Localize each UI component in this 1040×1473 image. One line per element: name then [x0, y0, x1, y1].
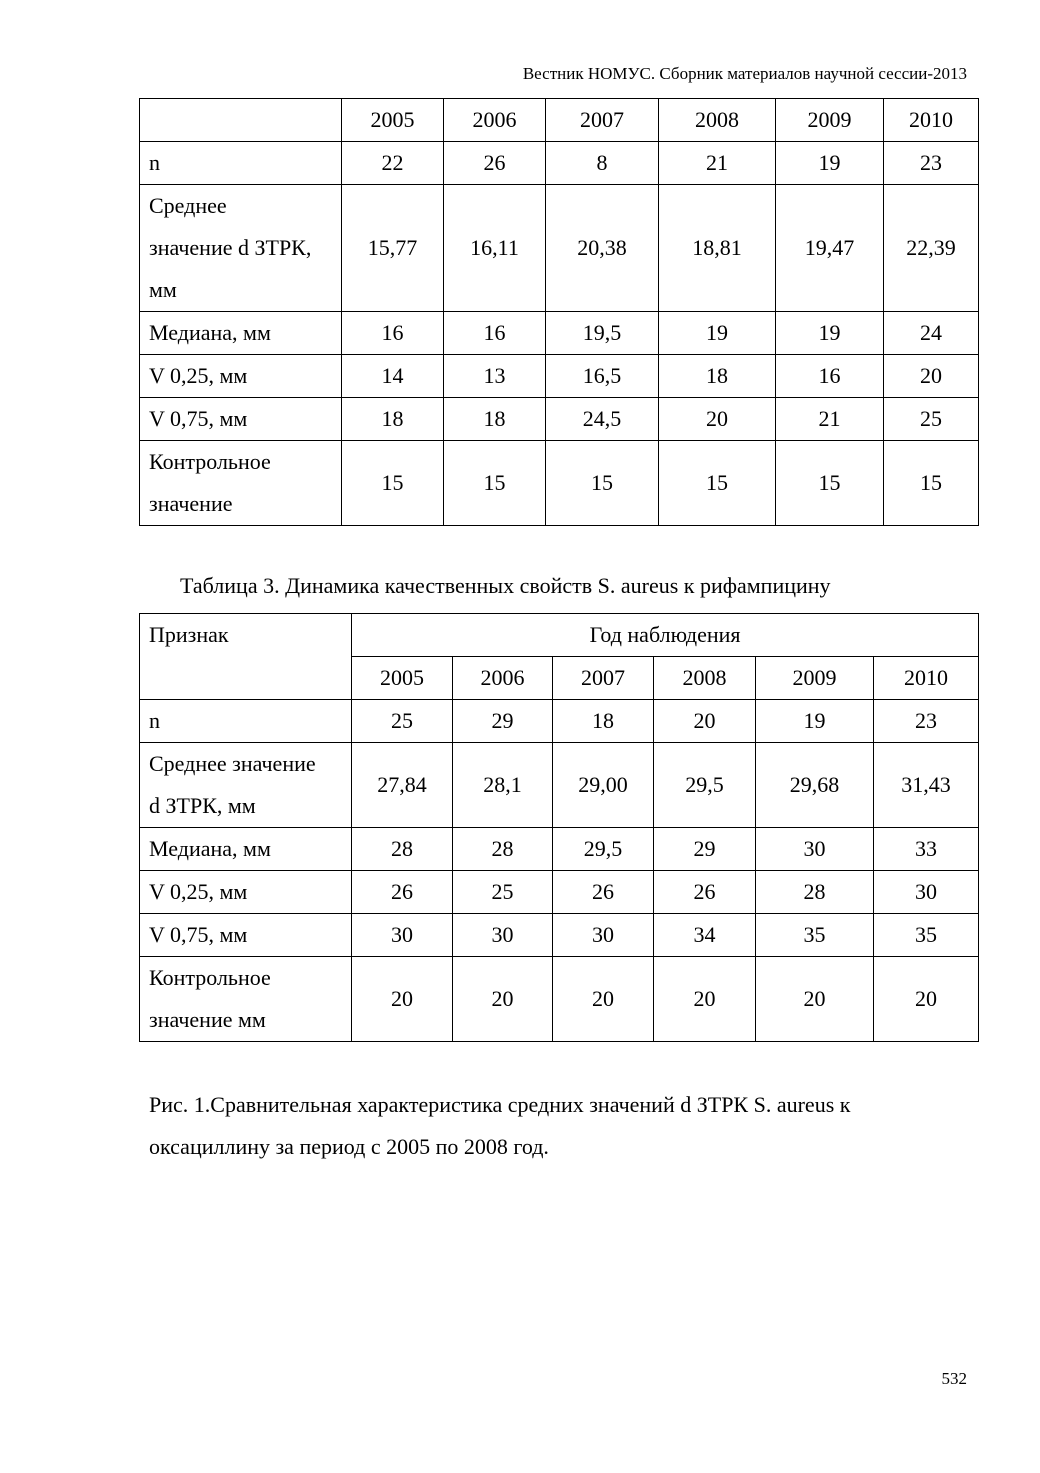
- table-header-row: [140, 614, 979, 657]
- table-cell: 25: [352, 700, 453, 743]
- table-cell: 22,39: [884, 185, 979, 312]
- row-label: V 0,25, мм: [140, 871, 352, 914]
- empty-corner-cell: [140, 99, 342, 142]
- year-header: 2009: [776, 99, 884, 142]
- table-caption: Таблица 3. Динамика качественных свойств S. aureus к рифампицину: [180, 573, 831, 598]
- row-label: [140, 743, 352, 828]
- table-cell: 13: [444, 355, 546, 398]
- table-cell: 18: [342, 398, 444, 441]
- row-label-line: значение: [149, 491, 233, 516]
- year-header: 2010: [884, 99, 979, 142]
- group-header: Год наблюдения: [352, 614, 979, 657]
- year-header: 2006: [444, 99, 546, 142]
- table-cell: 15: [776, 441, 884, 526]
- table-cell: 16: [776, 355, 884, 398]
- table-row: [140, 355, 979, 398]
- table-cell: 29: [654, 828, 756, 871]
- row-label: n: [140, 700, 352, 743]
- table-cell: 20: [654, 957, 756, 1042]
- row-label: V 0,75, мм: [140, 398, 342, 441]
- row-label: Медиана, мм: [140, 312, 342, 355]
- table-cell: 15: [659, 441, 776, 526]
- table-cell: 28: [352, 828, 453, 871]
- table-cell: 18,81: [659, 185, 776, 312]
- table-cell: 28: [453, 828, 553, 871]
- table-cell: 26: [444, 142, 546, 185]
- table-cell: 18: [659, 355, 776, 398]
- row-label: Медиана, мм: [140, 828, 352, 871]
- table-cell: 15: [444, 441, 546, 526]
- row-label-line: значение мм: [149, 1007, 266, 1032]
- row-label: n: [140, 142, 342, 185]
- row-label: V 0,25, мм: [140, 355, 342, 398]
- row-label-line: Контрольное: [149, 965, 271, 990]
- table-cell: 20: [654, 700, 756, 743]
- table-row: [140, 185, 979, 312]
- table-row: [140, 700, 979, 743]
- table-rifampicin: [139, 613, 979, 1042]
- table-cell: 21: [659, 142, 776, 185]
- table-cell: 15: [546, 441, 659, 526]
- table-oxacillin: [139, 98, 979, 526]
- row-label: V 0,75, мм: [140, 914, 352, 957]
- table-cell: 16: [342, 312, 444, 355]
- row-label-line: значение d ЗТРК,: [149, 235, 312, 260]
- row-label-line: Среднее значение: [149, 751, 316, 776]
- running-header: Вестник НОМУС. Сборник материалов научной сессии-2013: [522, 64, 967, 83]
- table-cell: 19,5: [546, 312, 659, 355]
- table-cell: 21: [776, 398, 884, 441]
- row-label: [140, 957, 352, 1042]
- table-row: [140, 914, 979, 957]
- year-header: 2006: [453, 657, 553, 700]
- table-cell: 19: [659, 312, 776, 355]
- table-row: [140, 828, 979, 871]
- row-label-line: d ЗТРК, мм: [149, 793, 256, 818]
- table-cell: 20: [884, 355, 979, 398]
- table-cell: 26: [352, 871, 453, 914]
- table-cell: 35: [756, 914, 874, 957]
- row-label-line: Среднее: [149, 193, 227, 218]
- table-cell: 29,00: [553, 743, 654, 828]
- table-cell: 24: [884, 312, 979, 355]
- table-row: [140, 871, 979, 914]
- table-cell: 14: [342, 355, 444, 398]
- feature-header: Признак: [140, 614, 352, 700]
- table-cell: 20: [352, 957, 453, 1042]
- table-cell: 30: [756, 828, 874, 871]
- table-cell: 28,1: [453, 743, 553, 828]
- row-label: [140, 185, 342, 312]
- table-cell: 29,68: [756, 743, 874, 828]
- table-cell: 15,77: [342, 185, 444, 312]
- table-row: [140, 398, 979, 441]
- table-cell: 24,5: [546, 398, 659, 441]
- row-label-line: мм: [149, 277, 177, 302]
- row-label: [140, 441, 342, 526]
- year-header: 2007: [553, 657, 654, 700]
- table-cell: 19: [776, 312, 884, 355]
- year-header: 2009: [756, 657, 874, 700]
- year-header: 2008: [659, 99, 776, 142]
- table-cell: 8: [546, 142, 659, 185]
- table-cell: 29: [453, 700, 553, 743]
- year-header: 2010: [874, 657, 979, 700]
- table-cell: 27,84: [352, 743, 453, 828]
- table-cell: 29,5: [553, 828, 654, 871]
- table-cell: 23: [884, 142, 979, 185]
- table-cell: 33: [874, 828, 979, 871]
- table-cell: 20: [756, 957, 874, 1042]
- table-cell: 31,43: [874, 743, 979, 828]
- table-cell: 20,38: [546, 185, 659, 312]
- table-cell: 15: [884, 441, 979, 526]
- table-cell: 25: [884, 398, 979, 441]
- table-cell: 30: [874, 871, 979, 914]
- year-header: 2005: [352, 657, 453, 700]
- table-cell: 18: [553, 700, 654, 743]
- table-cell: 16,5: [546, 355, 659, 398]
- table-cell: 19: [756, 700, 874, 743]
- table-cell: 23: [874, 700, 979, 743]
- table-cell: 20: [553, 957, 654, 1042]
- table-cell: 30: [352, 914, 453, 957]
- table-cell: 16: [444, 312, 546, 355]
- table-cell: 30: [553, 914, 654, 957]
- table-cell: 22: [342, 142, 444, 185]
- table-row: [140, 312, 979, 355]
- table-cell: 29,5: [654, 743, 756, 828]
- year-header: 2008: [654, 657, 756, 700]
- table-row: [140, 957, 979, 1042]
- table-cell: 30: [453, 914, 553, 957]
- year-header: 2005: [342, 99, 444, 142]
- table-row: [140, 142, 979, 185]
- year-header: 2007: [546, 99, 659, 142]
- table-cell: 34: [654, 914, 756, 957]
- table-row: [140, 441, 979, 526]
- table-cell: 26: [553, 871, 654, 914]
- table-cell: 20: [659, 398, 776, 441]
- table-cell: 16,11: [444, 185, 546, 312]
- figure-caption: Рис. 1.Сравнительная характеристика средних значений d ЗТРК S. aureus к оксациллину за период с 2005 по 2008 год.: [149, 1092, 851, 1159]
- table-row: [140, 743, 979, 828]
- table-cell: 25: [453, 871, 553, 914]
- table-cell: 28: [756, 871, 874, 914]
- table-cell: 20: [874, 957, 979, 1042]
- table-cell: 26: [654, 871, 756, 914]
- table-cell: 18: [444, 398, 546, 441]
- table-cell: 19,47: [776, 185, 884, 312]
- table-cell: 35: [874, 914, 979, 957]
- page-number: 532: [941, 1369, 967, 1388]
- table-cell: 15: [342, 441, 444, 526]
- table-cell: 20: [453, 957, 553, 1042]
- table-header-row: [140, 99, 979, 142]
- table-cell: 19: [776, 142, 884, 185]
- row-label-line: Контрольное: [149, 449, 271, 474]
